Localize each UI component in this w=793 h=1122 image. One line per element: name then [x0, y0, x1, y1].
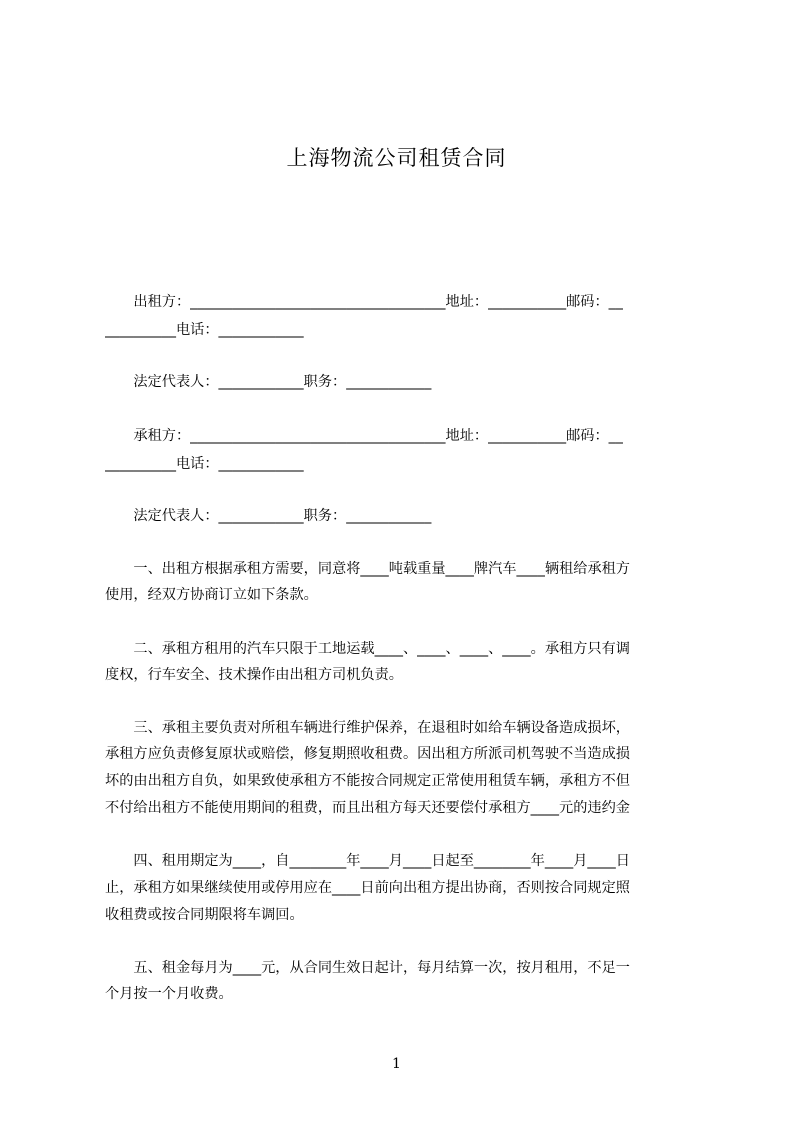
clause-1-line-2: 使用，经双方协商订立如下条款。 — [105, 587, 318, 603]
page-number: 1 — [392, 1056, 401, 1072]
lessee-line-2: __________电话：____________ — [105, 456, 304, 472]
clause-5-line-2: 个月按一个月收费。 — [105, 986, 233, 1002]
clause-1-line-1: 一、出租方根据承租方需要，同意将____吨载重量____牌汽车____辆租给承租方 — [105, 561, 630, 577]
clause-3-line-1: 三、承租主要负责对所租车辆进行维护保养，在退租时如给车辆设备造成损坏， — [105, 720, 630, 736]
document-title: 上海物流公司租赁合同 — [286, 146, 507, 170]
clause-3-line-4: 不付给出租方不能使用期间的租费，而且出租方每天还要偿付承租方____元的违约金 — [105, 800, 630, 816]
lessee-line-1: 承租方：____________________________________地址：___________邮码：__ — [105, 428, 623, 444]
clause-3-line-3: 坏的由出租方自负，如果致使承租方不能按合同规定正常使用租赁车辆，承租方不但 — [105, 773, 630, 789]
lessor-representative-line: 法定代表人：____________职务：____________ — [105, 374, 432, 390]
clause-4-line-2: 止，承租方如果继续使用或停用应在____日前向出租方提出协商，否则按合同规定照 — [105, 880, 630, 896]
clause-5-line-1: 五、租金每月为____元，从合同生效日起计，每月结算一次，按月租用，不足一 — [105, 960, 630, 976]
clause-2-line-1: 二、承租方租用的汽车只限于工地运载____、____、____、____。承租方只有调 — [105, 641, 630, 657]
clause-3-line-2: 承租方应负责修复原状或赔偿，修复期照收租费。因出租方所派司机驾驶不当造成损 — [105, 746, 630, 762]
clause-2-line-2: 度权，行车安全、技术操作由出租方司机负责。 — [105, 667, 403, 683]
lessee-representative-line: 法定代表人：____________职务：____________ — [105, 508, 432, 524]
clause-4-line-3: 收租费或按合同期限将车调回。 — [105, 907, 304, 923]
lessor-line-2: __________电话：____________ — [105, 322, 304, 338]
lessor-line-1: 出租方：____________________________________地址：___________邮码：__ — [105, 294, 623, 310]
clause-4-line-1: 四、租用期定为____，自________年____月____日起至________年____月____日 — [105, 853, 630, 869]
